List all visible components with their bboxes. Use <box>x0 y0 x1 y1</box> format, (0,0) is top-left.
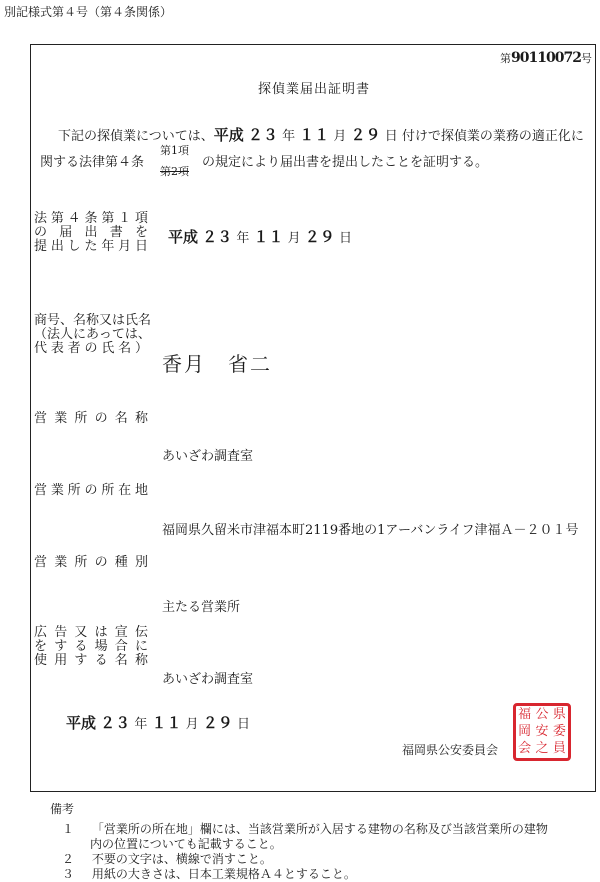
seal-char: 委 <box>552 723 566 739</box>
form-label: 別記様式第４号（第４条関係） <box>4 5 173 19</box>
submission-year-unit: 年 <box>236 231 250 246</box>
submission-era: 平成 <box>168 228 199 246</box>
submission-year: ２３ <box>202 228 233 246</box>
document-number <box>500 50 592 66</box>
name-value: 香月 省二 <box>162 352 272 376</box>
label-line: （法人にあっては、 <box>34 327 151 342</box>
note-number: ２ <box>62 852 75 866</box>
body-line1-post: 付けで探偵業の業務の適正化に <box>401 129 584 144</box>
body-line2-post: の規定により届出書を提出したことを証明する。 <box>202 155 489 170</box>
office-name-value: あいざわ調査室 <box>162 449 254 464</box>
label-line: 代表者の氏名） <box>34 341 148 356</box>
submission-date-value <box>168 226 352 247</box>
label-line: 商号、名称又は氏名 <box>34 313 152 328</box>
note-number: １ <box>62 822 75 836</box>
label-line: 提出した年月日 <box>34 239 148 254</box>
note-item <box>62 865 356 882</box>
office-address-value: 福岡県久留米市津福本町2119番地の1アーバンライフ津福Ａ－２０１号 <box>162 523 579 538</box>
office-type-value: 主たる営業所 <box>162 600 241 615</box>
clause-2-struck: 第2項 <box>160 165 189 178</box>
submission-month-unit: 月 <box>287 231 301 246</box>
issue-month: １１ <box>151 714 182 732</box>
issue-month-unit: 月 <box>185 717 199 732</box>
submission-month: １１ <box>253 228 284 246</box>
notes-title: 備考 <box>50 802 75 816</box>
label-line: 法第４条第１項 <box>34 211 148 226</box>
body-day-unit: 日 <box>384 129 398 144</box>
seal-char: 岡 <box>518 723 532 739</box>
body-year: ２３ <box>247 126 278 144</box>
office-type-label <box>34 556 148 570</box>
issue-date <box>66 712 250 733</box>
office-name-label <box>34 412 148 426</box>
body-year-unit: 年 <box>282 129 296 144</box>
seal-char: 之 <box>535 741 549 757</box>
label-line: の届出書を <box>34 225 148 240</box>
submission-day: ２９ <box>304 228 335 246</box>
issue-year-unit: 年 <box>134 717 148 732</box>
label-line: 営業所の名称 <box>34 411 148 426</box>
note-text: 内の位置についても記載すること。 <box>90 837 282 851</box>
body-month: １１ <box>299 126 330 144</box>
label-line: 営業所の所在地 <box>34 483 148 498</box>
seal-char: 県 <box>552 706 566 722</box>
label-line: をする場合に <box>34 639 148 654</box>
ad-name-label <box>34 626 148 668</box>
submission-date-label <box>34 212 148 254</box>
label-line: 使用する名称 <box>34 653 148 668</box>
document-title: 探偵業届出証明書 <box>258 82 371 97</box>
doc-number-suffix: 号 <box>580 52 592 65</box>
body-day: ２９ <box>350 126 381 144</box>
body-line1-pre: 下記の探偵業については、 <box>58 129 214 144</box>
doc-number-value: 90110072 <box>511 50 581 66</box>
body-era: 平成 <box>213 126 244 144</box>
seal-char: 安 <box>535 723 549 739</box>
issue-day: ２９ <box>202 714 233 732</box>
ad-name-value: あいざわ調査室 <box>162 672 254 687</box>
name-label <box>34 313 152 356</box>
body-line-1 <box>58 124 584 145</box>
clause-1: 第1項 <box>160 144 189 157</box>
issuer-name: 福岡県公安委員会 <box>402 743 499 757</box>
official-seal <box>513 703 571 761</box>
body-month-unit: 月 <box>333 129 347 144</box>
label-line: 広告又は宣伝 <box>34 625 148 640</box>
seal-char: 員 <box>552 741 566 757</box>
note-text: 用紙の大きさは、日本工業規格Ａ４とすること。 <box>91 867 356 881</box>
note-number: ３ <box>62 867 75 881</box>
body-line2-pre: 関する法律第４条 <box>40 155 145 170</box>
submission-day-unit: 日 <box>338 231 352 246</box>
note-text: 「営業所の所在地」欄には、当該営業所が入居する建物の名称及び当該営業所の建物 <box>91 822 548 836</box>
label-line: 営業所の種別 <box>34 555 148 570</box>
seal-char: 公 <box>535 706 549 722</box>
seal-char: 会 <box>518 741 532 757</box>
doc-number-prefix: 第 <box>500 52 511 65</box>
issue-day-unit: 日 <box>236 717 250 732</box>
issue-era: 平成 <box>66 714 97 732</box>
seal-char: 福 <box>518 706 532 722</box>
note-text: 不要の文字は、横線で消すこと。 <box>91 852 272 866</box>
issue-year: ２３ <box>100 714 131 732</box>
office-address-label <box>34 484 148 498</box>
